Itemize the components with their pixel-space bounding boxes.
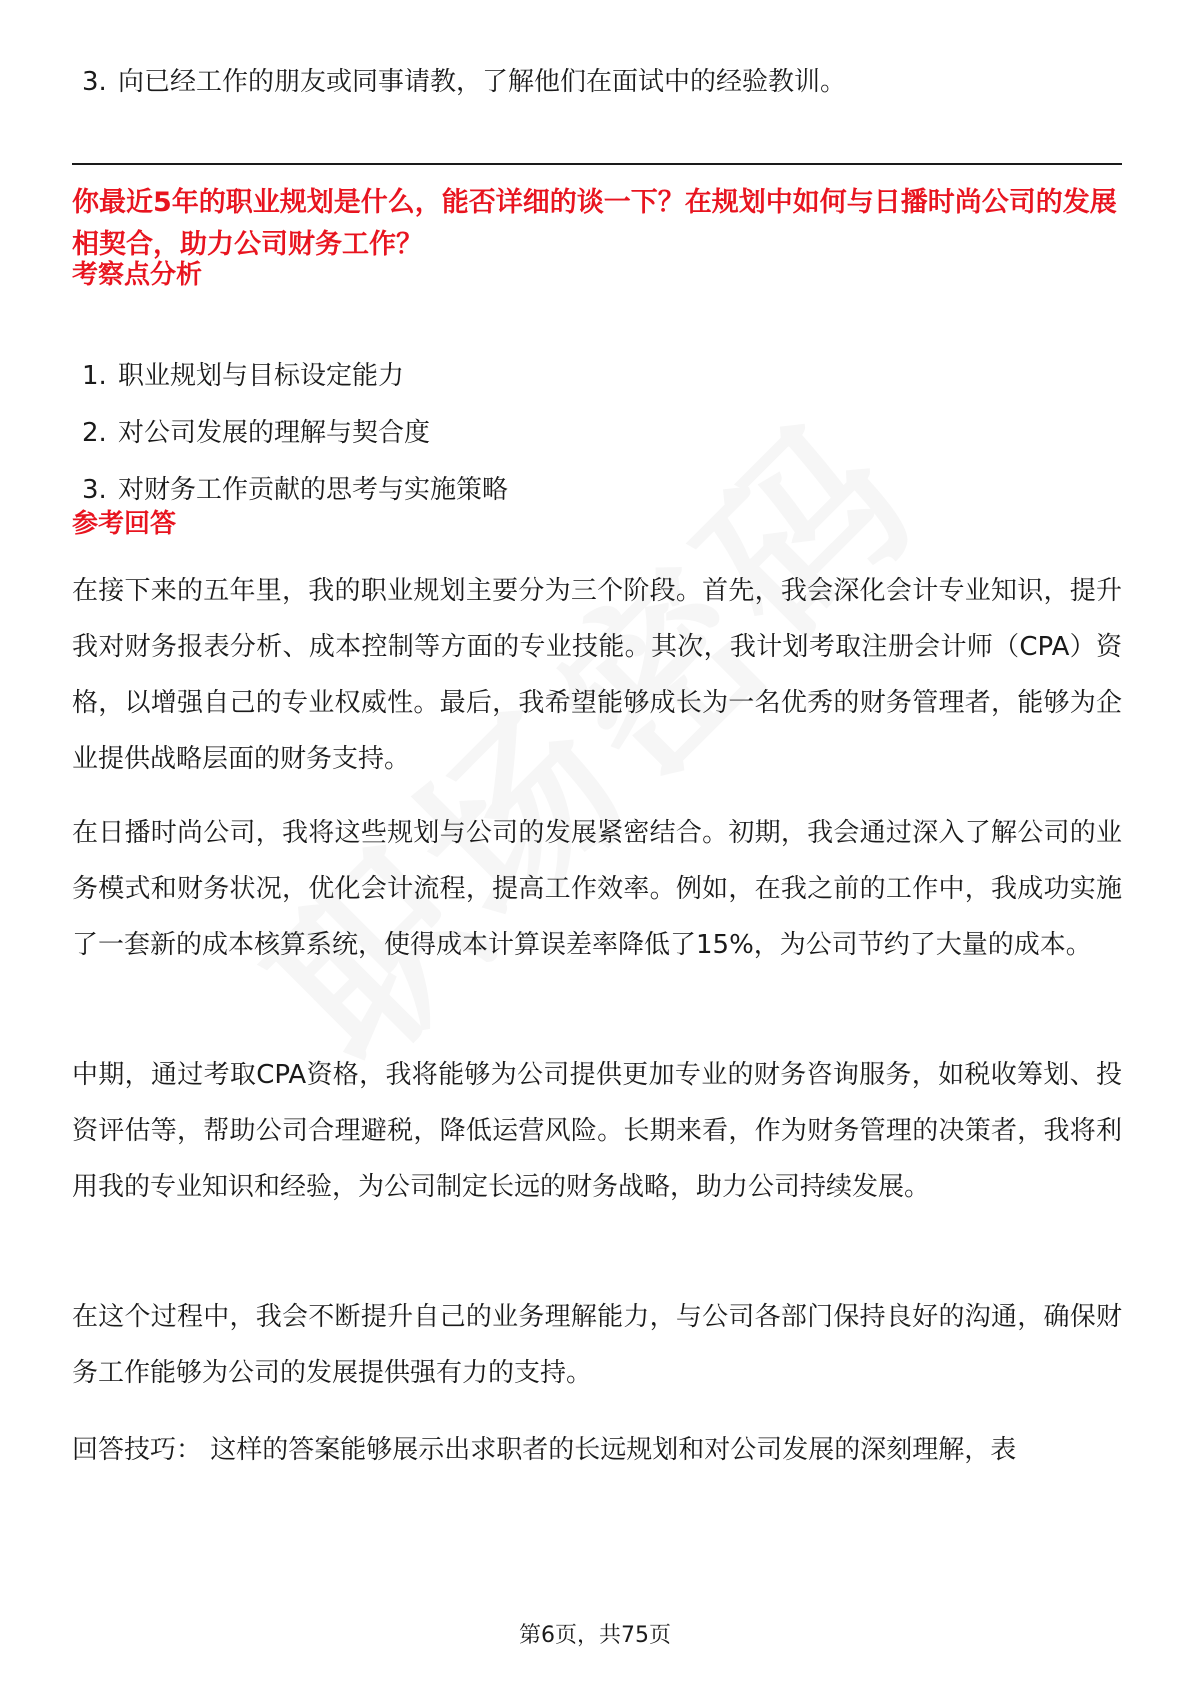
answer-paragraph: 在日播时尚公司，我将这些规划与公司的发展紧密结合。初期，我会通过深入了解公司的业务模式和财务状况，优化会计流程，提高工作效率。例如，在我之前的工作中，我成功实施了一套新的成本核算系统，使得成本计算误差率降低了15%，为公司节约了大量的成本。 — [72, 818, 1122, 960]
section-divider — [72, 163, 1122, 165]
answer-title: 参考回答 — [72, 509, 177, 539]
list-item — [82, 348, 508, 405]
list-item-text: 向已经工作的朋友或同事请教，了解他们在面试中的经验教训。 — [118, 67, 847, 97]
list-item-number: 2. — [82, 418, 107, 448]
list-item-text: 职业规划与目标设定能力 — [118, 361, 405, 391]
list-item-number: 3. — [82, 67, 107, 97]
list-item-number: 1. — [82, 361, 107, 391]
question-heading: 你最近5年的职业规划是什么，能否详细的谈一下？在规划中如何与日播时尚公司的发展相契合，助力公司财务工作？ — [72, 187, 1117, 260]
analysis-title: 考察点分析 — [72, 260, 203, 290]
answer-paragraph: 中期，通过考取CPA资格，我将能够为公司提供更加专业的财务咨询服务，如税收筹划、投资评估等，帮助公司合理避税，降低运营风险。长期来看，作为财务管理的决策者，我将利用我的专业知识和经验，为公司制定长远的财务战略，助力公司持续发展。 — [72, 1060, 1122, 1202]
previous-list-item — [82, 62, 846, 102]
list-item — [82, 405, 508, 462]
list-item-text: 对财务工作贡献的思考与实施策略 — [118, 475, 509, 505]
answer-paragraph: 在这个过程中，我会不断提升自己的业务理解能力，与公司各部门保持良好的沟通，确保财务工作能够为公司的发展提供强有力的支持。 — [72, 1302, 1122, 1388]
list-item-number: 3. — [82, 475, 107, 505]
list-item-text: 对公司发展的理解与契合度 — [118, 418, 431, 448]
analysis-list — [82, 348, 508, 519]
answer-paragraph: 在接下来的五年里，我的职业规划主要分为三个阶段。首先，我会深化会计专业知识，提升我对财务报表分析、成本控制等方面的专业技能。其次，我计划考取注册会计师（CPA）资格，以增强自己的专业权威性。最后，我希望能够成长为一名优秀的财务管理者，能够为企业提供战略层面的财务支持。 — [72, 576, 1122, 774]
page-number: 第6页，共75页 — [519, 1623, 671, 1648]
answer-tip: 回答技巧： 这样的答案能够展示出求职者的长远规划和对公司发展的深刻理解，表 — [72, 1435, 1017, 1465]
